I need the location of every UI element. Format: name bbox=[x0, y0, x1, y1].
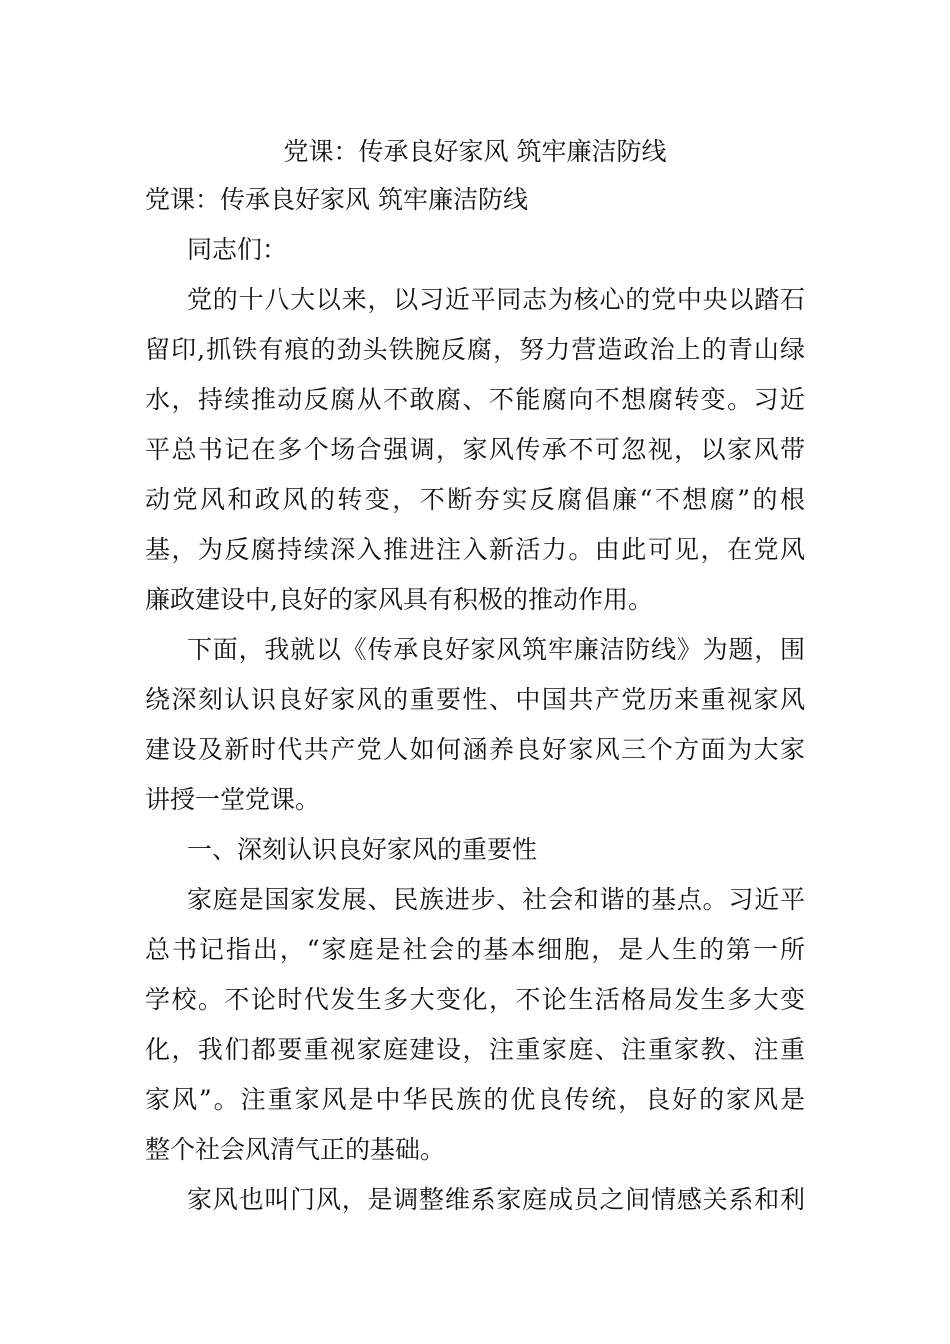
text-line: 建设及新时代共产党人如何涵养良好家风三个方面为大家 bbox=[145, 735, 805, 764]
text-line: 学校。不论时代发生多大变化，不论生活格局发生多大变 bbox=[145, 985, 805, 1014]
text-line: 讲授一堂党课。 bbox=[145, 785, 321, 814]
paragraph bbox=[145, 825, 805, 875]
paragraph bbox=[145, 625, 805, 825]
text-line: 党课：传承良好家风 筑牢廉洁防线 bbox=[145, 185, 528, 214]
text-line: 总书记指出，“家庭是社会的基本细胞，是人生的第一所 bbox=[145, 935, 805, 964]
text-line: 化，我们都要重视家庭建设，注重家庭、注重家教、注重 bbox=[145, 1035, 805, 1064]
text-line: 家风”。注重家风是中华民族的优良传统，良好的家风是 bbox=[145, 1085, 805, 1114]
paragraph bbox=[145, 275, 805, 625]
text-line: 党的十八大以来，以习近平同志为核心的党中央以踏石 bbox=[187, 285, 805, 314]
paragraph bbox=[145, 875, 805, 1175]
paragraph bbox=[145, 1175, 805, 1225]
text-line: 基，为反腐持续深入推进注入新活力。由此可见，在党风 bbox=[145, 535, 805, 564]
text-line: 家风也叫门风，是调整维系家庭成员之间情感关系和利 bbox=[187, 1185, 805, 1214]
document-body bbox=[145, 175, 805, 1225]
text-line: 平总书记在多个场合强调，家风传承不可忽视，以家风带 bbox=[145, 435, 805, 464]
text-line: 家庭是国家发展、民族进步、社会和谐的基点。习近平 bbox=[187, 885, 805, 914]
text-line: 一、深刻认识良好家风的重要性 bbox=[187, 835, 538, 864]
text-line: 廉政建设中,良好的家风具有积极的推动作用。 bbox=[145, 585, 653, 614]
text-line: 绕深刻认识良好家风的重要性、中国共产党历来重视家风 bbox=[145, 685, 805, 714]
paragraph bbox=[145, 225, 805, 275]
text-line: 动党风和政风的转变，不断夯实反腐倡廉“不想腐”的根 bbox=[145, 485, 805, 514]
text-line: 下面，我就以《传承良好家风筑牢廉洁防线》为题，围 bbox=[187, 635, 805, 664]
text-line: 整个社会风清气正的基础。 bbox=[145, 1135, 446, 1164]
document-title: 党课：传承良好家风 筑牢廉洁防线 bbox=[283, 137, 667, 166]
text-line: 留印,抓铁有痕的劲头铁腕反腐，努力营造政治上的青山绿 bbox=[145, 335, 805, 364]
text-line: 同志们： bbox=[187, 235, 288, 264]
paragraph bbox=[145, 175, 805, 225]
text-line: 水，持续推动反腐从不敢腐、不能腐向不想腐转变。习近 bbox=[145, 385, 805, 414]
